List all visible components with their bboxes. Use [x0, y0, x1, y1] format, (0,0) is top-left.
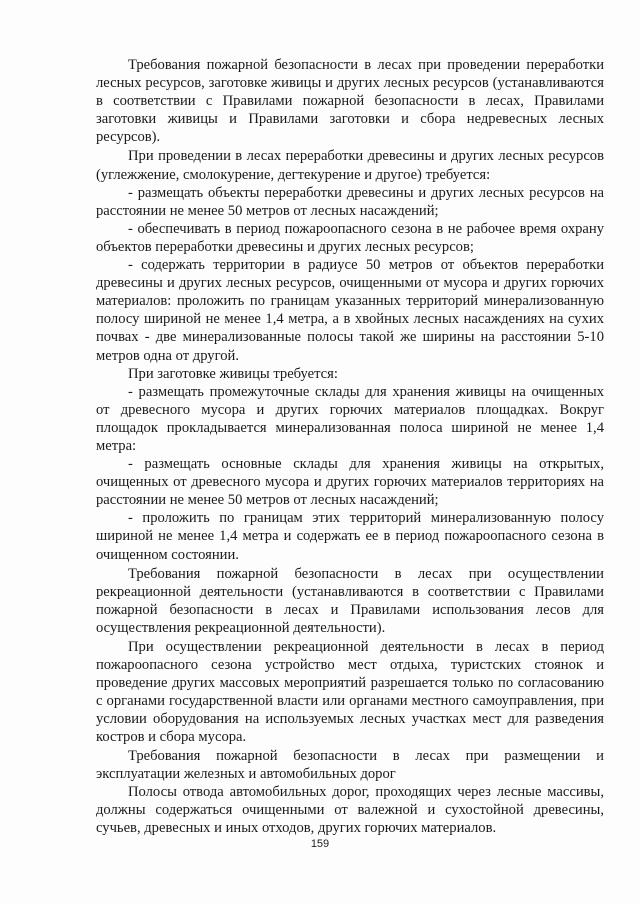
paragraph-processing-intro: При проведении в лесах переработки древесины и других лесных ресурсов (углежжение, смолокурение, дегтекурение и другое) требуется: — [96, 148, 604, 183]
paragraph-resin-intro: При заготовке живицы требуется: — [128, 365, 338, 382]
page-number: 159 — [310, 838, 330, 850]
paragraph-roads-requirements: Требования пожарной безопасности в лесах при размещении и эксплуатации железных и автомобильных дорог — [96, 747, 604, 782]
paragraph-processing-item-1: - размещать объекты переработки древесины и других лесных ресурсов на расстоянии не менее 50 метров от лесных насаждений; — [96, 184, 604, 219]
paragraph-resin-item-3: - проложить по границам этих территорий минерализованную полосу шириной не менее 1,4 метра и содержать ее в период пожароопасного сезона в очищенном состоянии. — [96, 510, 604, 563]
paragraph-forest-resource-processing-requirements: Требования пожарной безопасности в лесах при проведении переработки лесных ресурсов, заготовке живицы и других лесных ресурсов (устанавливаются в соответствии с Правилами пожарной безопасности в лесах, Правилами заготовки живицы и Правилами заготовки и сбора недревесных лесных ресурсов). — [96, 57, 604, 146]
paragraph-processing-item-3: - содержать территории в радиусе 50 метров от объектов переработки древесины и других лесных ресурсов, очищенными от мусора и других горючих материалов: проложить по границам указанных территорий минерализованную полосу шириной не менее 1,4 метра, а в хвойных лесных насаждениях на сухих почвах - две минерализованные полосы такой же ширины на расстоянии 5-10 метров одна от другой. — [96, 257, 604, 364]
paragraph-recreation-requirements: Требования пожарной безопасности в лесах при осуществлении рекреационной деятельности (устанавливаются в соответствии с Правилами пожарной безопасности в лесах и Правилами использования лесов для осуществления рекреационной деятельности). — [96, 565, 604, 636]
paragraph-roads-rules: Полосы отвода автомобильных дорог, проходящих через лесные массивы, должны содержаться очищенными от валежной и сухостойной древесины, сучьев, древесных и иных отходов, других горючих материалов. — [96, 783, 604, 836]
paragraph-resin-item-2: - размещать основные склады для хранения живицы на открытых, очищенных от древесного мусора и других горючих материалов территориях на расстоянии не менее 50 метров от лесных насаждений; — [96, 456, 604, 509]
paragraph-resin-item-1: - размещать промежуточные склады для хранения живицы на очищенных от древесного мусора и других горючих материалов площадках. Вокруг площадок прокладывается минерализованная полоса шириной не менее 1,4 метра: — [96, 383, 604, 454]
paragraph-recreation-rules: При осуществлении рекреационной деятельности в лесах в период пожароопасного сезона устройство мест отдыха, туристских стоянок и проведение других массовых мероприятий разрешается только по согласованию с органами государственной власти или органами местного самоуправления, при условии оборудования на используемых лесных участках мест для разведения костров и сбора мусора. — [96, 639, 604, 746]
paragraph-processing-item-2: - обеспечивать в период пожароопасного сезона в не рабочее время охрану объектов переработки древесины и других лесных ресурсов; — [96, 220, 604, 255]
document-body — [96, 56, 604, 837]
